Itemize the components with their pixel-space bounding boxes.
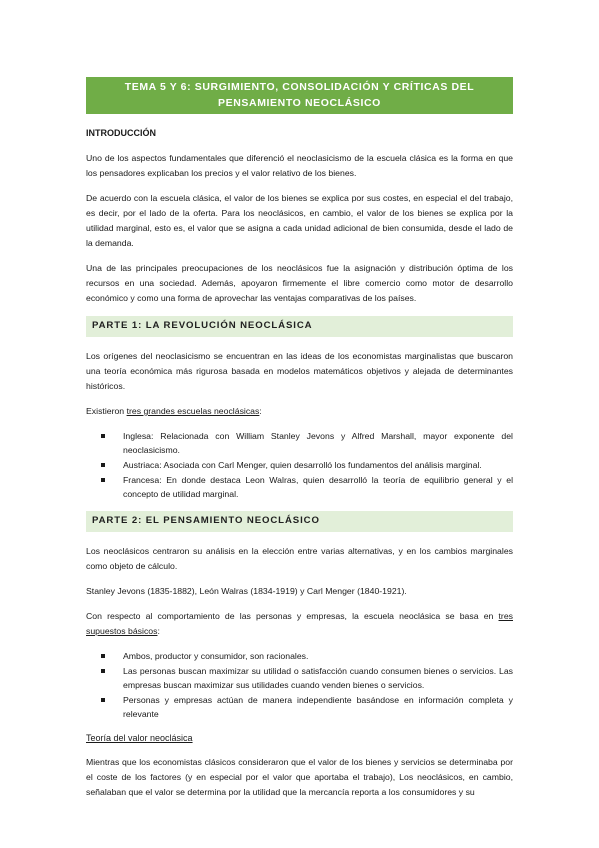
intro-paragraph: Una de las principales preocupaciones de los neoclásicos fue la asignación y distribución óptima de los recursos en una sociedad. Además, apoyaron firmemente el libre comercio como motor de desarrollo económico y como una forma de aprovechar las ventajas comparativas de los países. [86,263,513,303]
document-title: TEMA 5 Y 6: SURGIMIENTO, CONSOLIDACIÓN Y CRÍTICAS DEL PENSAMIENTO NEOCLÁSICO [86,77,513,114]
schools-suffix: : [259,406,262,416]
list-item: Francesa: En donde destaca Leon Walras, quien desarrolló la teoría de equilibrio general y el concepto de utilidad marginal. [116,473,513,501]
schools-intro [86,404,513,419]
part2-economists: Stanley Jevons (1835-1882), León Walras (1834-1919) y Carl Menger (1840-1921). [86,586,407,596]
assumptions-prefix: Con respecto al comportamiento de las personas y empresas, la escuela neoclásica se basa en [86,611,499,621]
value-theory-heading: Teoría del valor neoclásica [86,733,193,743]
list-item: Ambos, productor y consumidor, son racionales. [116,649,513,663]
intro-heading: INTRODUCCIÓN [86,128,156,138]
section-heading-part1: PARTE 1: LA REVOLUCIÓN NEOCLÁSICA [86,316,513,337]
schools-list [86,429,513,501]
intro-paragraph: De acuerdo con la escuela clásica, el valor de los bienes se explica por sus costes, en especial el del trabajo, es decir, por el lado de la oferta. Para los neoclásicos, en cambio, el valor de los bienes se explica por la utilidad marginal, esto es, el valor que se asigna a cada unidad adicional de bien consumida, desde el lado de la demanda. [86,193,513,248]
assumptions-intro [86,609,513,639]
schools-prefix: Existieron [86,406,127,416]
schools-underlined: tres grandes escuelas neoclásicas [126,406,260,416]
assumptions-underlined: tres supuestos básicos [86,611,513,636]
assumptions-list [86,649,513,721]
part2-paragraph: Los neoclásicos centraron su análisis en la elección entre varias alternativas, y en los cambios marginales como objeto de cálculo. [86,546,513,571]
part1-paragraph: Los orígenes del neoclasicismo se encuentran en las ideas de los economistas marginalistas que buscaron una teoría económica más rigurosa basada en modelos matemáticos objetivos y alejada de determinantes históricos. [86,351,513,391]
value-theory-paragraph: Mientras que los economistas clásicos consideraron que el valor de los bienes y servicios se determinaba por el coste de los factores (y en especial por el valor que aportaba el trabajo), Los neoclásicos, en cambio, señalaban que el valor se determina por la utilidad que la mercancía reporta a los consumidores y su [86,757,513,797]
list-item: Austriaca: Asociada con Carl Menger, quien desarrolló los fundamentos del análisis marginal. [116,458,513,472]
intro-paragraph: Uno de los aspectos fundamentales que diferenció el neoclasicismo de la escuela clásica es la forma en que los pensadores explicaban los precios y el valor relativo de los bienes. [86,153,513,178]
list-item: Personas y empresas actúan de manera independiente basándose en información completa y relevante [116,693,513,721]
list-item: Las personas buscan maximizar su utilidad o satisfacción cuando consumen bienes o servicios. Las empresas buscan maximizar sus utilidades cuando venden bienes o servicios. [116,664,513,692]
list-item: Inglesa: Relacionada con William Stanley Jevons y Alfred Marshall, mayor exponente del neoclasicismo. [116,429,513,457]
section-heading-part2: PARTE 2: EL PENSAMIENTO NEOCLÁSICO [86,511,513,532]
assumptions-suffix: : [157,626,160,636]
